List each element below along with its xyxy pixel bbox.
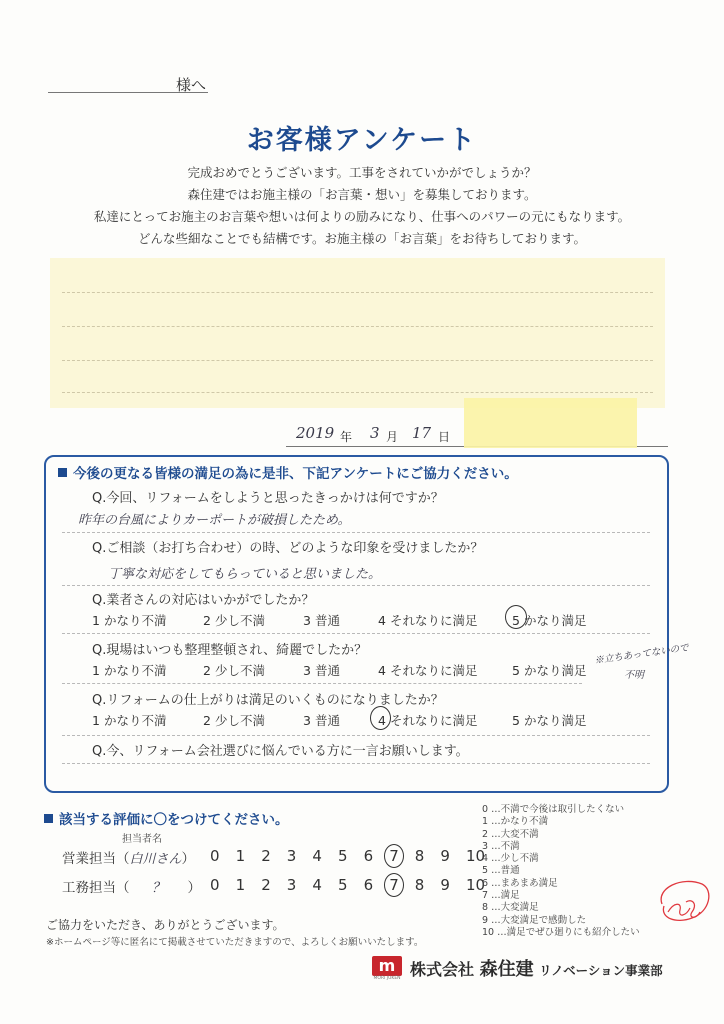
company-logo: m [372,956,402,976]
legend-item: 2 …大変不満 [482,828,539,840]
anonymity-note: ※ホームページ等に匿名にて掲載させていただきますので、よろしくお願いいたします。 [46,937,424,948]
score-option[interactable]: 8 [414,847,425,865]
date-month-unit: 月 [386,430,399,444]
q5-option-1[interactable]: 1 かなり不満 [92,713,167,728]
q3-selected-circle [505,605,527,629]
score-selected-circle [384,844,404,868]
question-2: Q.ご相談（お打ち合わせ）の時、どのような印象を受けましたか？ [92,541,484,556]
score-option[interactable]: 9 [440,876,450,894]
score-legend [482,804,640,939]
score-option[interactable]: 8 [414,876,425,894]
legend-item: 9 …大変満足で感動した [482,914,587,926]
staff-name-label: 担当者名 [122,834,162,845]
addressee-suffix: 様へ [176,76,207,94]
q4-option-2[interactable]: 2 少し不満 [203,663,265,678]
score-option[interactable]: 5 [338,876,348,894]
intro-line: どんな些細なことでも結構です。お施主様の「お言葉」をお待ちしております。 [137,231,586,246]
score-option[interactable]: 7 [389,847,399,865]
question-4: Q.現場はいつも整理整頓され、綺麗でしたか？ [92,643,368,658]
date-year-unit: 年 [340,430,353,444]
score-option[interactable]: 9 [440,847,450,865]
q3-option-4[interactable]: 4 それなりに満足 [378,613,478,628]
q5-selected-circle [370,706,391,730]
square-bullet-icon [58,468,67,477]
construction-staff-label: 工務担当（ ？ ） [62,880,201,896]
answer-line [62,763,650,764]
q5-option-5[interactable]: 5 かなり満足 [512,713,587,728]
score-option[interactable]: 3 [286,847,297,865]
score-option[interactable]: 7 [389,876,399,894]
red-stamp-mark-icon [652,872,716,928]
company-division: リノベーション事業部 [539,963,663,978]
company-name-line [410,955,663,981]
intro-text [0,162,724,250]
score-selected-circle [384,873,404,897]
answer-1[interactable]: 昨年の台風によりカーポートが破損したため。 [78,513,351,528]
q4-option-3[interactable]: 3 普通 [303,663,340,678]
q5-option-4[interactable]: 4 それなりに満足 [378,713,478,728]
score-option[interactable]: 10 [466,847,486,865]
q3-option-3[interactable]: 3 普通 [303,613,340,628]
legend-item: 10 …満足でぜひ廻りにも紹介したい [482,926,640,938]
date-year: 2019 [296,424,335,442]
date-month: 3 [370,424,380,442]
question-3: Q.業者さんの対応はいかがでしたか？ [92,593,315,608]
score-option[interactable]: 3 [286,876,297,894]
q3-option-2[interactable]: 2 少し不満 [203,613,265,628]
score-option[interactable]: 1 [235,847,246,865]
legend-item: 6 …まあまあ満足 [482,877,558,889]
evaluation-heading: 該当する評価に〇をつけてください。 [44,808,289,828]
answer-line [62,683,582,684]
score-option[interactable]: 10 [466,876,486,894]
score-option[interactable]: 4 [312,847,322,865]
score-option[interactable]: 4 [312,876,322,894]
question-1: Q.今回、リフォームをしようと思ったきっかけは何ですか？ [92,491,444,506]
q5-option-3[interactable]: 3 普通 [303,713,340,728]
question-6: Q.今、リフォーム会社選びに悩んでいる方に一言お願いします。 [92,744,469,759]
page-title: お客様アンケート [246,125,478,156]
company-prefix: 株式会社 [410,960,475,979]
q4-option-5[interactable]: 5 かなり満足 [512,663,587,678]
score-option[interactable]: 5 [338,847,348,865]
intro-line: 完成おめでとうございます。工事をされていかがでしょうか？ [187,165,537,180]
answer-line [62,633,650,634]
thanks-text: ご協力をいただき、ありがとうございます。 [46,918,285,932]
question-5: Q.リフォームの仕上がりは満足のいくものになりましたか？ [92,693,444,708]
comment-line [62,392,653,393]
comment-line [62,360,653,361]
legend-item: 3 …不満 [482,840,520,852]
q4-option-4[interactable]: 4 それなりに満足 [378,663,478,678]
legend-item: 5 …普通 [482,865,520,877]
legend-item: 8 …大変満足 [482,902,539,914]
legend-item: 0 …不満で今後は取引したくない [482,804,625,815]
score-option[interactable]: 2 [261,876,271,894]
legend-item: 4 …少し不満 [482,853,539,865]
q5-option-2[interactable]: 2 少し不満 [203,713,265,728]
company-name: 森住建 [479,959,534,980]
sales-staff-label: 営業担当（白川さん） [62,851,196,867]
q3-option-1[interactable]: 1 かなり不満 [92,613,167,628]
score-option[interactable]: 1 [235,876,246,894]
intro-line: 私達にとってお施主のお言葉や想いは何よりの励みになり、仕事へのパワーの元にもなります。 [93,209,631,224]
legend-item: 7 …満足 [482,890,520,902]
q4-option-1[interactable]: 1 かなり不満 [92,663,167,678]
handwritten-note-line-2: 不明 [624,670,644,681]
square-bullet-icon [44,814,53,823]
comment-line [62,292,653,293]
answer-line [62,735,650,736]
comment-line [62,326,653,327]
survey-heading: 今後の更なる皆様の満足の為に是非、下記アンケートにご協力ください。 [58,462,518,482]
score-option[interactable]: 6 [363,876,374,894]
date-day: 17 [412,424,432,442]
handwritten-note-line-1: ※立ちあってないので [593,642,690,667]
company-logo-subtext: MORI JUKEN [373,976,401,981]
score-option[interactable]: 6 [363,847,374,865]
intro-line: 森住建ではお施主様の「お言葉・想い」を募集しております。 [187,187,537,202]
date-day-unit: 日 [438,430,451,444]
legend-item: 1 …かなり不満 [482,816,549,828]
answer-line [62,532,650,533]
comment-box[interactable] [50,258,665,408]
answer-2[interactable]: 丁寧な対応をしてもらっていると思いました。 [108,567,382,582]
redaction-sticky-note [464,398,637,448]
q3-option-5[interactable]: 5 かなり満足 [512,613,587,628]
answer-line [62,585,650,586]
score-option[interactable]: 0 [210,847,220,865]
score-option[interactable]: 0 [210,876,220,894]
score-option[interactable]: 2 [261,847,271,865]
